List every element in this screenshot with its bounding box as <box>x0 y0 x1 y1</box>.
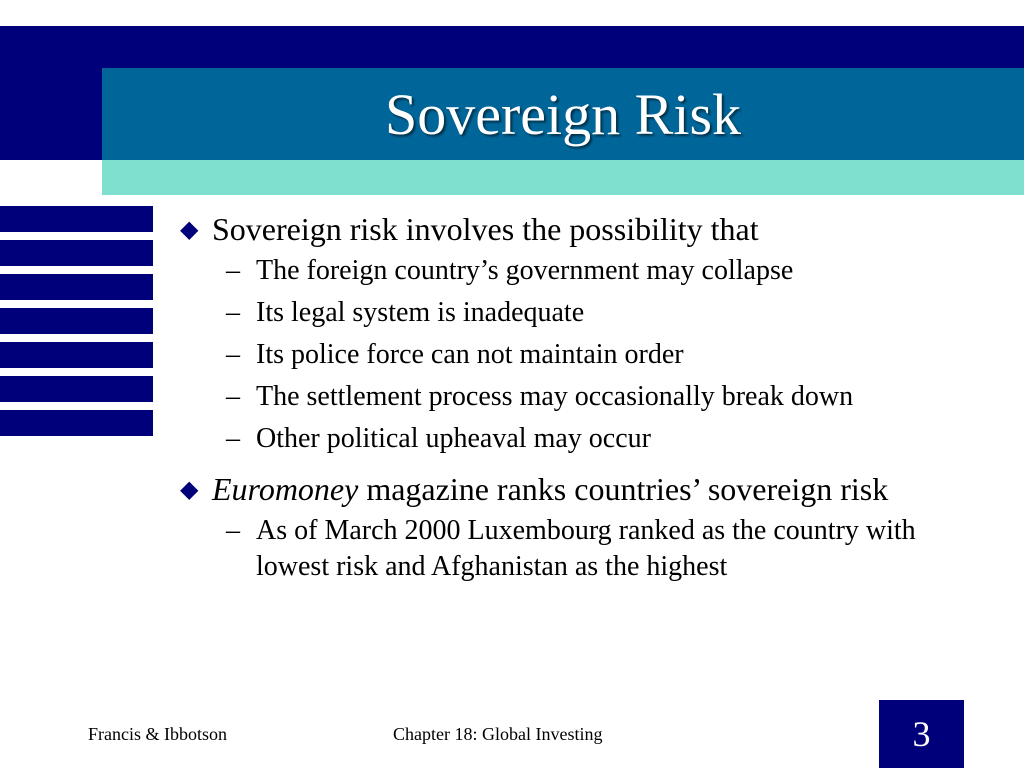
dash-icon: – <box>226 515 240 546</box>
page-number: 3 <box>879 700 964 768</box>
side-stripe <box>0 274 153 300</box>
magazine-name: Euromoney <box>212 471 359 507</box>
footer-authors: Francis & Ibbotson <box>88 724 227 744</box>
sub-bullet-item <box>180 337 940 373</box>
slide-body <box>180 203 940 585</box>
side-stripe <box>0 410 153 436</box>
sub-bullet-item <box>180 295 940 331</box>
dash-icon: – <box>226 255 240 286</box>
bullet-item <box>180 471 940 507</box>
side-stripe <box>0 376 153 402</box>
dash-icon: – <box>226 339 240 370</box>
sub-bullet-item <box>180 513 940 585</box>
sub-bullet-text: Its legal system is inadequate <box>256 297 585 328</box>
sub-bullet-item <box>180 253 940 289</box>
sub-bullet-item <box>180 421 940 457</box>
side-stripe <box>0 342 153 368</box>
slide-title: Sovereign Risk <box>384 81 742 147</box>
diamond-icon: ◆ <box>180 215 199 243</box>
sub-bullet-text: The foreign country’s government may collapse <box>256 255 794 286</box>
sub-bullet-text: Other political upheaval may occur <box>256 423 651 454</box>
header-mint-band <box>102 160 1024 195</box>
sub-bullet-text: Its police force can not maintain order <box>256 339 684 370</box>
side-stripe <box>0 308 153 334</box>
dash-icon: – <box>226 381 240 412</box>
sub-bullet-text: The settlement process may occasionally break down <box>256 381 854 412</box>
sub-bullet-item <box>180 379 940 415</box>
bullet-text: magazine ranks countries’ sovereign risk <box>358 471 889 507</box>
side-stripe <box>0 206 153 232</box>
diamond-icon: ◆ <box>180 475 199 503</box>
bullet-item <box>180 211 940 247</box>
dash-icon: – <box>226 423 240 454</box>
dash-icon: – <box>226 297 240 328</box>
footer-chapter: Chapter 18: Global Investing <box>393 724 603 744</box>
bullet-text: Sovereign risk involves the possibility that <box>212 211 759 247</box>
sub-bullet-text: As of March 2000 Luxembourg ranked as the country with lowest risk and Afghanistan as the highest <box>256 515 916 582</box>
side-stripe <box>0 240 153 266</box>
